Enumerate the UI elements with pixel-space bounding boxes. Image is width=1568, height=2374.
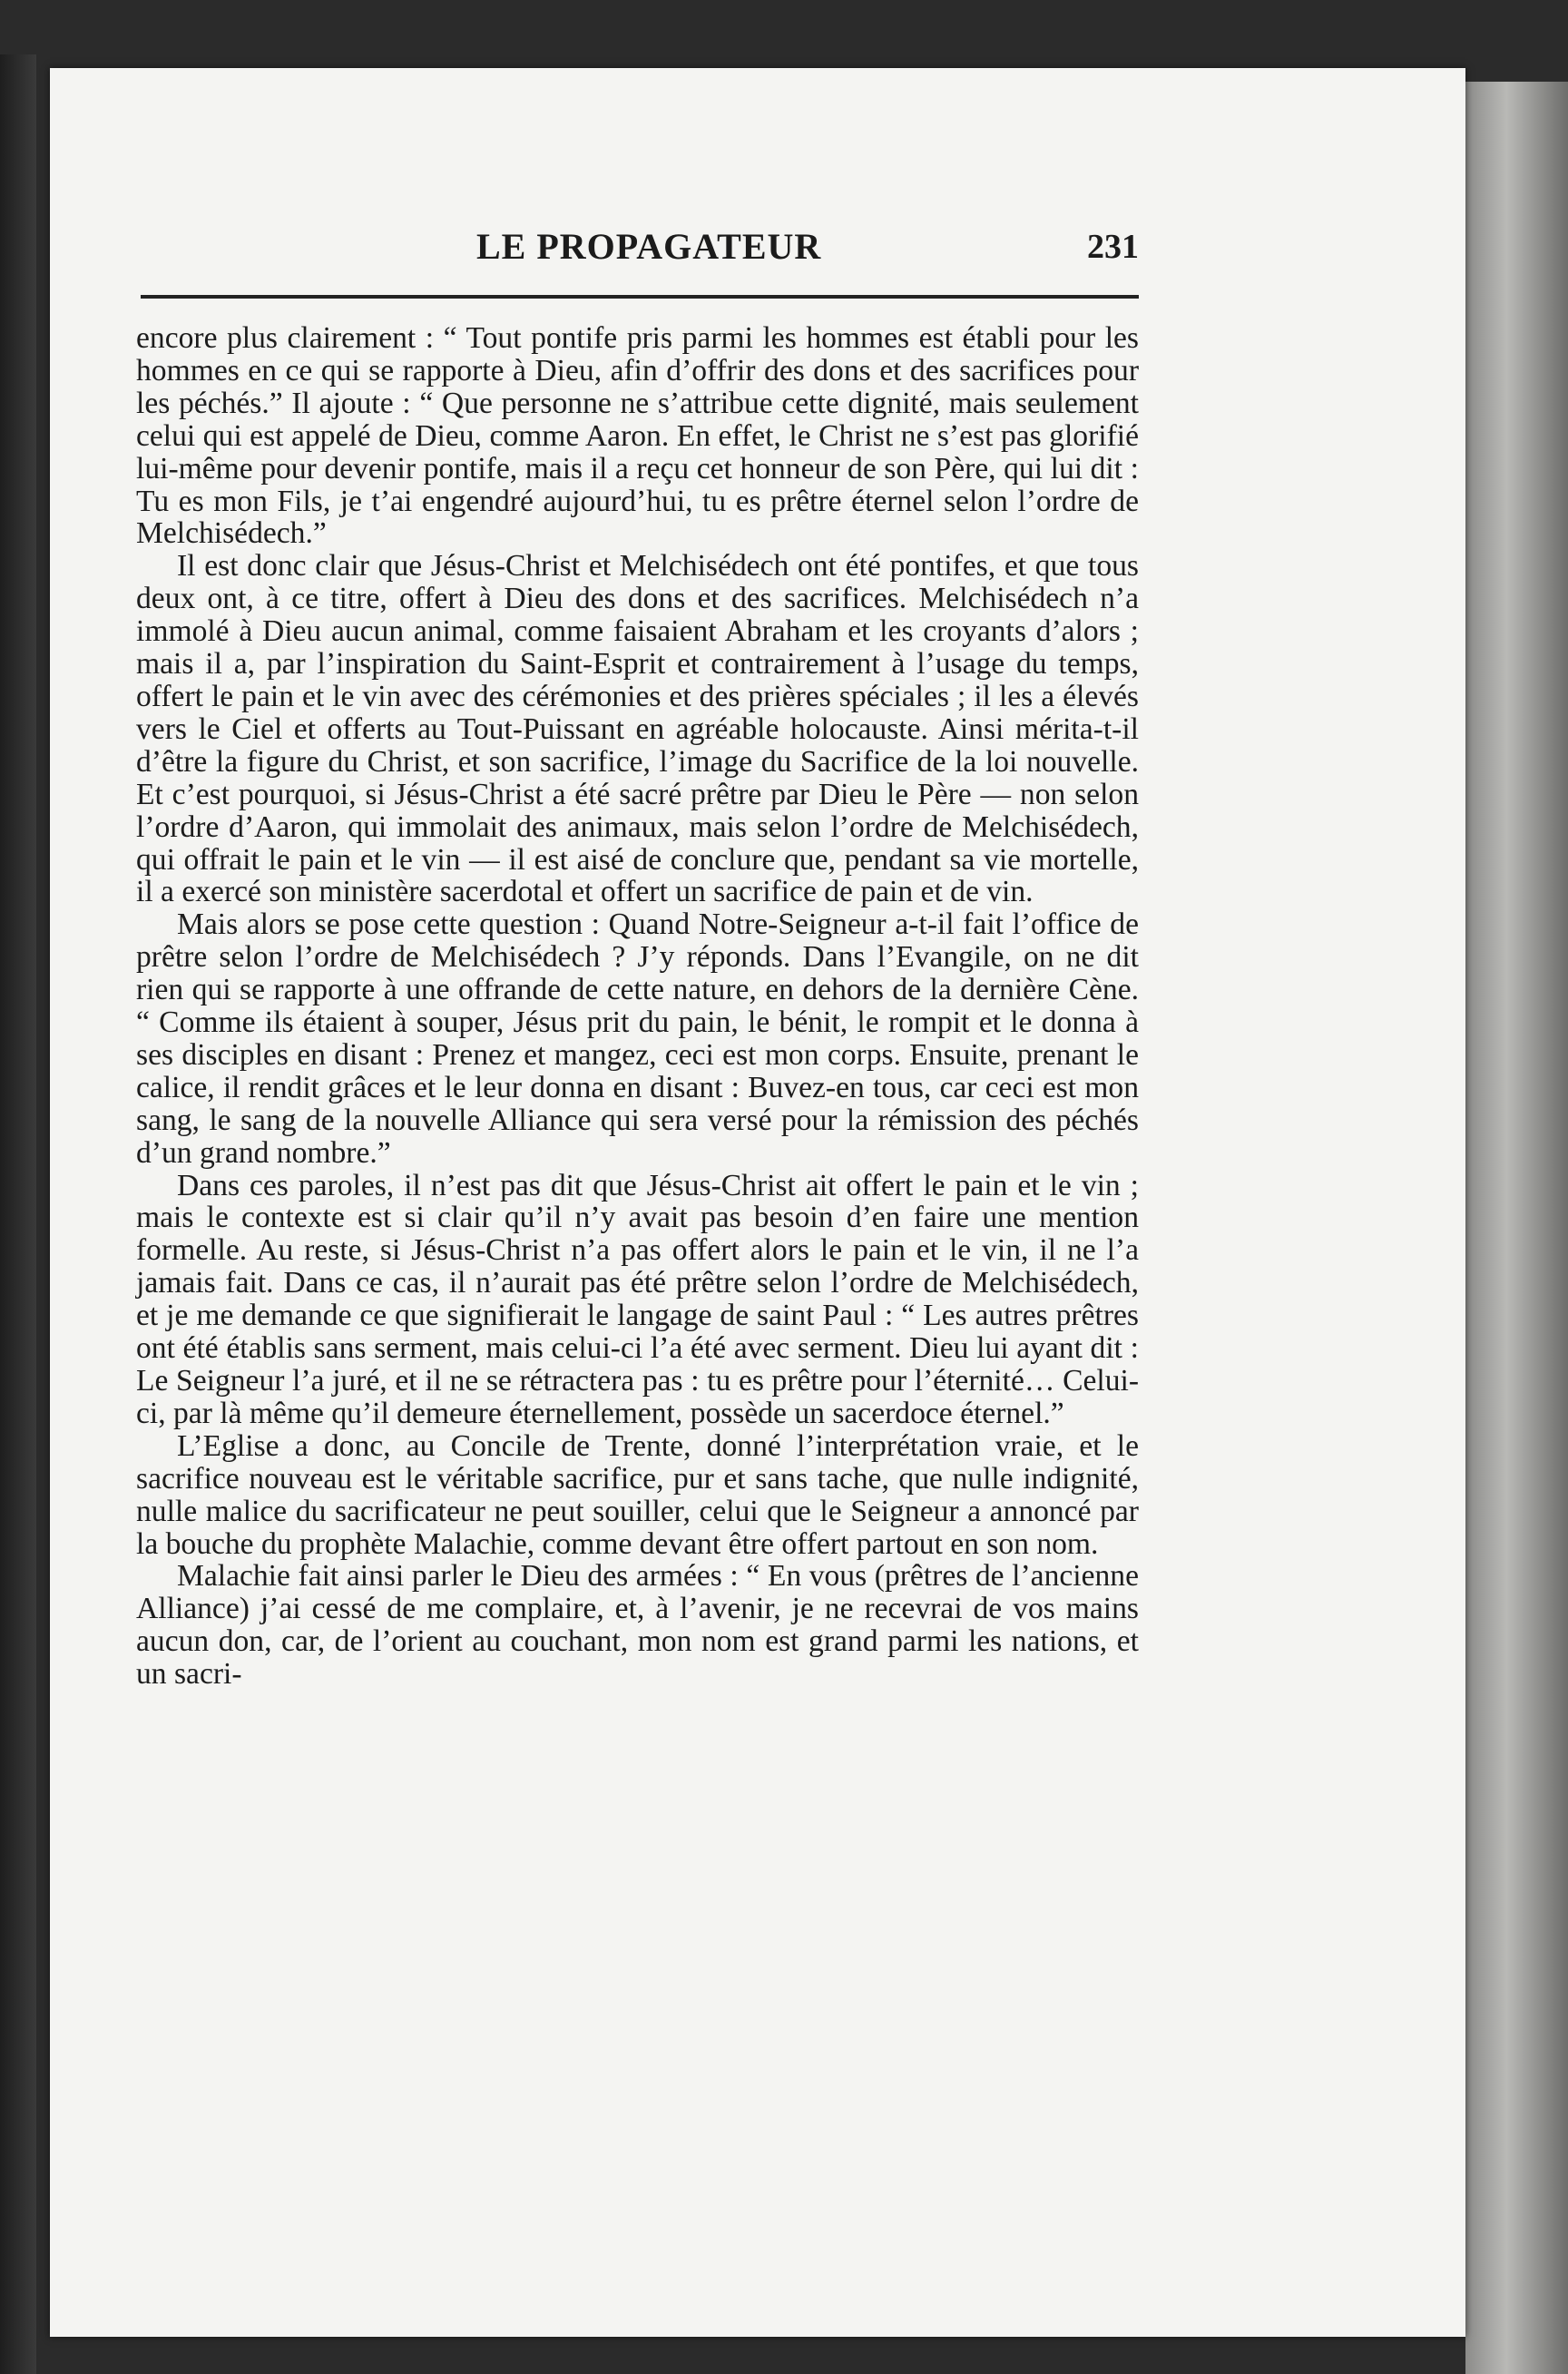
paragraph: encore plus clairement : “ Tout pontife pris parmi les hommes est établi pour les hommes en ce qui se rapporte à Dieu, afin d’offrir des dons et des sacrifices pour les péchés.” Il ajoute : “ Que personne ne s’attribue cette dignité, mais seulement celui qui est appelé de Dieu, comme Aaron. En effet, le Christ ne s’est pas glorifié lui-même pour devenir pontife, mais il a reçu cet honneur de son Père, qui lui dit : Tu es mon Fils, je t’ai engendré aujourd’hui, tu es prêtre éternel selon l’ordre de Melchisédech.” [136, 321, 1139, 551]
page-edge-right [1465, 82, 1568, 2374]
scan-edge-left [0, 54, 36, 2374]
body-text [136, 322, 1139, 1691]
running-title: LE PROPAGATEUR [476, 226, 822, 267]
paragraph: L’Eglise a donc, au Concile de Trente, donné l’interprétation vraie, et le sacrifice nouveau est le véritable sacrifice, pur et sans tache, que nulle indignité, nulle malice du sacrificateur ne peut souiller, celui que le Seigneur a annoncé par la bouche du prophète Malachie, comme devant être offert partout en son nom. [136, 1428, 1139, 1561]
page-number: 231 [1087, 228, 1139, 266]
paragraph: Malachie fait ainsi parler le Dieu des armées : “ En vous (prêtres de l’ancienne Alliance) j’ai cessé de me complaire, et, à l’avenir, je ne recevrai de vos mains aucun don, car, de l’orient au couchant, mon nom est grand parmi les nations, et un sacri- [136, 1559, 1139, 1692]
paragraph: Il est donc clair que Jésus-Christ et Melchisédech ont été pontifes, et que tous deux ont, à ce titre, offert à Dieu des dons et des sacrifices. Melchisédech n’a immolé à Dieu aucun animal, comme faisaient Abraham et les croyants d’alors ; mais il a, par l’inspiration du Saint-Esprit et contrairement à l’usage du temps, offert le pain et le vin avec des cérémonies et des prières spéciales ; il les a élevés vers le Ciel et offerts au Tout-Puissant en agréable holocauste. Ainsi mérita-t-il d’être la figure du Christ, et son sacrifice, l’image du Sacrifice de la loi nouvelle. Et c’est pourquoi, si Jésus-Christ a été sacré prêtre par Dieu le Père — non selon l’ordre d’Aaron, qui immolait des animaux, mais selon l’ordre de Melchisédech, qui offrait le pain et le vin — il est aisé de conclure que, pendant sa vie mortelle, il a exercé son ministère sacerdotal et offert un sacrifice de pain et de vin. [136, 549, 1139, 909]
header-rule [141, 295, 1139, 299]
paragraph: Dans ces paroles, il n’est pas dit que Jésus-Christ ait offert le pain et le vin ; mais le contexte est si clair qu’il n’y avait pas besoin d’en faire une mention formelle. Au reste, si Jésus-Christ n’a pas offert alors le pain et le vin, il ne l’a jamais fait. Dans ce cas, il n’aurait pas été prêtre selon l’ordre de Melchisédech, et je me demande ce que signifierait le langage de saint Paul : “ Les autres prêtres ont été établis sans serment, mais celui-ci l’a été avec serment. Dieu lui ayant dit : Le Seigneur l’a juré, et il ne se rétractera pas : tu es prêtre pour l’éternité… Celui-ci, par là même qu’il demeure éternellement, possède un sacerdoce éternel.” [136, 1168, 1139, 1430]
paragraph: Mais alors se pose cette question : Quand Notre-Seigneur a-t-il fait l’office de prêtre selon l’ordre de Melchisédech ? J’y réponds. Dans l’Evangile, on ne dit rien qui se rapporte à une offrande de cette nature, en dehors de la dernière Cène. “ Comme ils étaient à souper, Jésus prit du pain, le bénit, le rompit et le donna à ses disciples en disant : Prenez et mangez, ceci est mon corps. Ensuite, prenant le calice, il rendit grâces et le leur donna en disant : Buvez-en tous, car ceci est mon sang, le sang de la nouvelle Alliance qui sera versé pour la rémission des péchés d’un grand nombre.” [136, 907, 1139, 1170]
running-header [141, 218, 1139, 281]
